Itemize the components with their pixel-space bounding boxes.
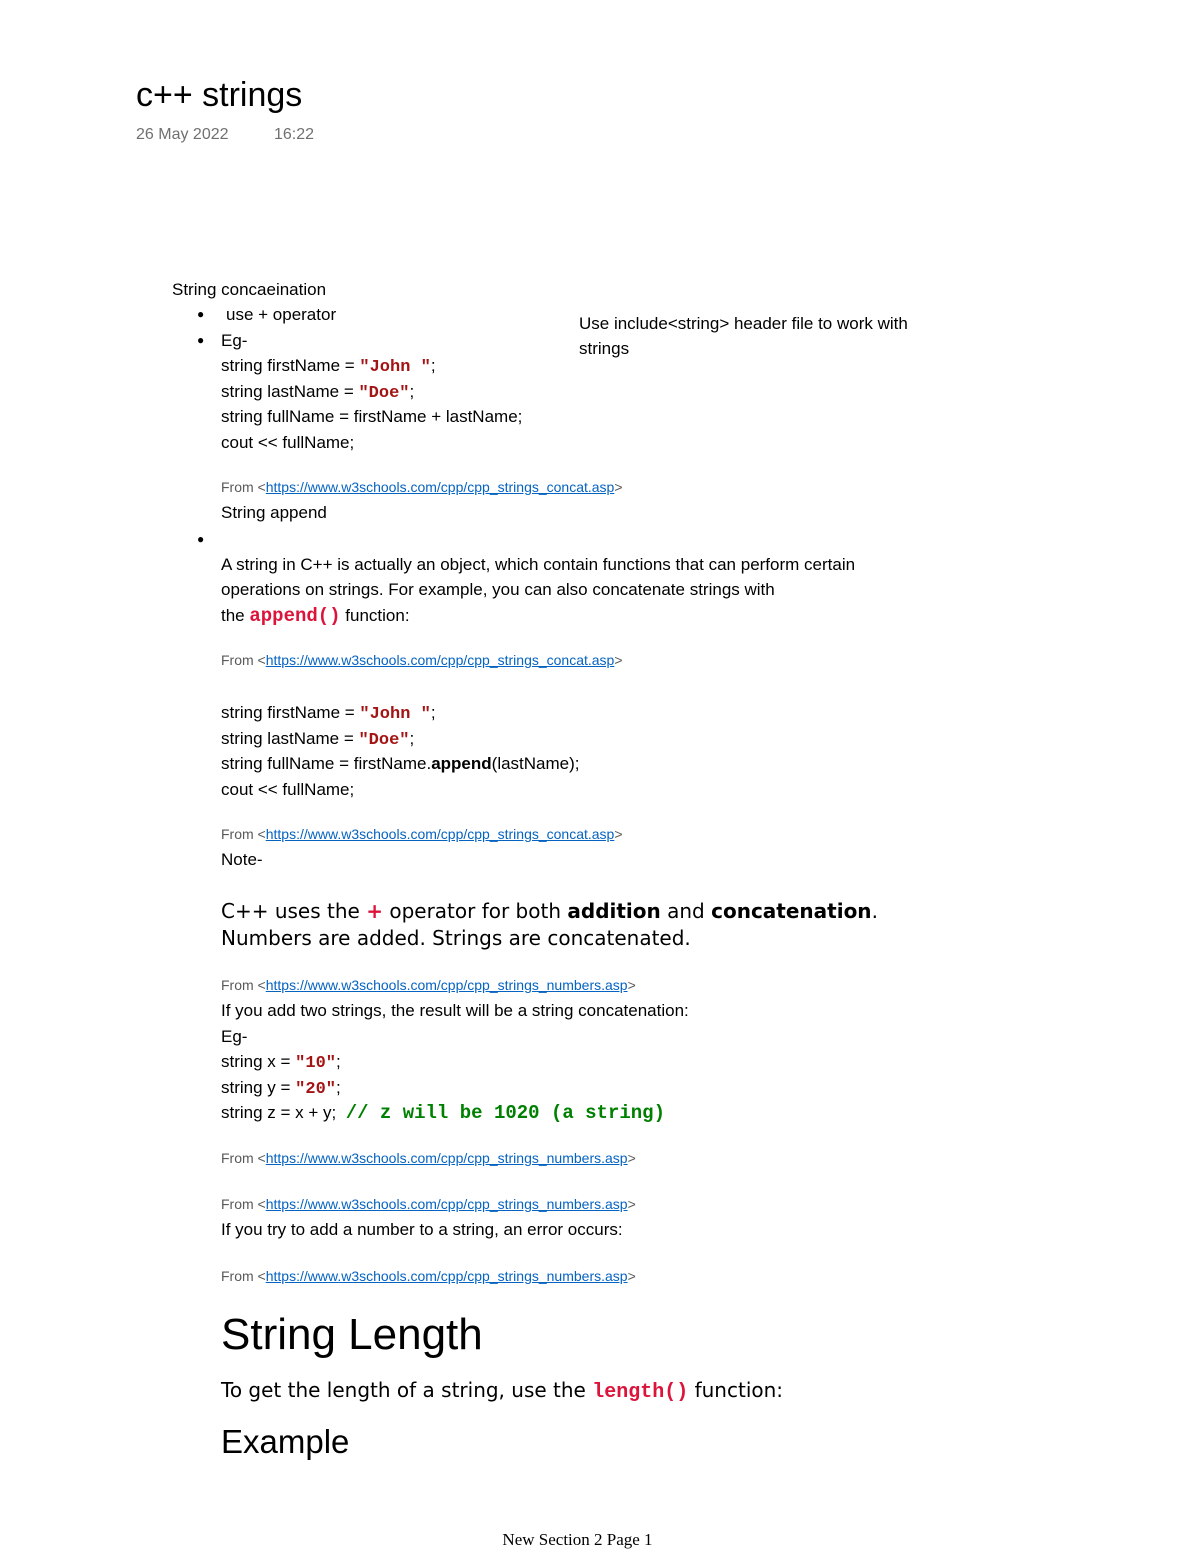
concat-code-line-1: string firstName = "John ";	[221, 356, 436, 377]
concat-code-line-4: cout << fullName;	[221, 433, 355, 452]
source-link[interactable]: https://www.w3schools.com/cpp/cpp_strings_numbers.asp	[265, 977, 628, 993]
append-desc-line2: operations on strings. For example, you can also concatenate strings with	[221, 580, 775, 599]
example-heading: Example	[221, 1423, 350, 1460]
source-line: From <https://www.w3schools.com/cpp/cpp_strings_numbers.asp>	[221, 1268, 636, 1284]
concat-code-line-2: string lastName = "Doe";	[221, 382, 415, 403]
append-heading: String append	[221, 503, 327, 522]
note-line1: C++ uses the + operator for both addition and concatenation.	[221, 899, 878, 923]
source-line: From <https://www.w3schools.com/cpp/cpp_strings_concat.asp>	[221, 652, 623, 668]
source-line: From <https://www.w3schools.com/cpp/cpp_strings_numbers.asp>	[221, 1196, 636, 1212]
concat-code-line-3: string fullName = firstName + lastName;	[221, 407, 523, 426]
source-link[interactable]: https://www.w3schools.com/cpp/cpp_strings_concat.asp	[265, 479, 615, 495]
concat-bullet-eg: Eg-	[221, 331, 248, 350]
bullet-dot: ●	[197, 532, 205, 546]
numbers-code-x: string x = "10";	[221, 1052, 341, 1073]
append-code-line-2: string lastName = "Doe";	[221, 729, 415, 750]
bullet-dot: ●	[197, 333, 205, 347]
page-time: 16:22	[274, 126, 315, 143]
note-line2: Numbers are added. Strings are concatenated.	[221, 926, 691, 950]
concat-heading: String concaeination	[172, 280, 327, 299]
bullet-dot: ●	[197, 307, 205, 321]
side-note-line1: Use include<string> header file to work with	[579, 314, 908, 333]
page-date: 26 May 2022	[136, 126, 229, 143]
numbers-eg: Eg-	[221, 1027, 248, 1046]
length-heading: String Length	[221, 1310, 483, 1359]
source-line: From <https://www.w3schools.com/cpp/cpp_strings_concat.asp>	[221, 826, 623, 842]
numbers-code-y: string y = "20";	[221, 1078, 341, 1099]
numbers-error-line: If you try to add a number to a string, an error occurs:	[221, 1220, 623, 1239]
source-link[interactable]: https://www.w3schools.com/cpp/cpp_strings_numbers.asp	[265, 1196, 628, 1212]
append-desc-line1: A string in C++ is actually an object, which contain functions that can perform certain	[221, 555, 856, 574]
append-desc-line3: the append() function:	[221, 605, 410, 627]
page-footer: New Section 2 Page 1	[502, 1530, 653, 1549]
length-desc: To get the length of a string, use the length() function:	[221, 1378, 784, 1404]
source-link[interactable]: https://www.w3schools.com/cpp/cpp_strings_concat.asp	[265, 826, 615, 842]
source-link[interactable]: https://www.w3schools.com/cpp/cpp_strings_numbers.asp	[265, 1150, 628, 1166]
source-link[interactable]: https://www.w3schools.com/cpp/cpp_strings_numbers.asp	[265, 1268, 628, 1284]
source-line: From <https://www.w3schools.com/cpp/cpp_strings_concat.asp>	[221, 479, 623, 495]
append-code-line-4: cout << fullName;	[221, 780, 355, 799]
source-link[interactable]: https://www.w3schools.com/cpp/cpp_strings_concat.asp	[265, 652, 615, 668]
append-code-line-3: string fullName = firstName.append(lastName);	[221, 754, 580, 773]
source-line: From <https://www.w3schools.com/cpp/cpp_strings_numbers.asp>	[221, 1150, 636, 1166]
note-label: Note-	[221, 850, 263, 869]
numbers-intro: If you add two strings, the result will be a string concatenation:	[221, 1001, 689, 1020]
append-code-line-1: string firstName = "John ";	[221, 703, 436, 724]
concat-bullet-operator: use + operator	[226, 305, 337, 324]
side-note-line2: strings	[579, 339, 630, 358]
source-line: From <https://www.w3schools.com/cpp/cpp_strings_numbers.asp>	[221, 977, 636, 993]
numbers-code-z: string z = x + y; // z will be 1020 (a string)	[221, 1102, 665, 1124]
page-title: c++ strings	[136, 76, 303, 114]
